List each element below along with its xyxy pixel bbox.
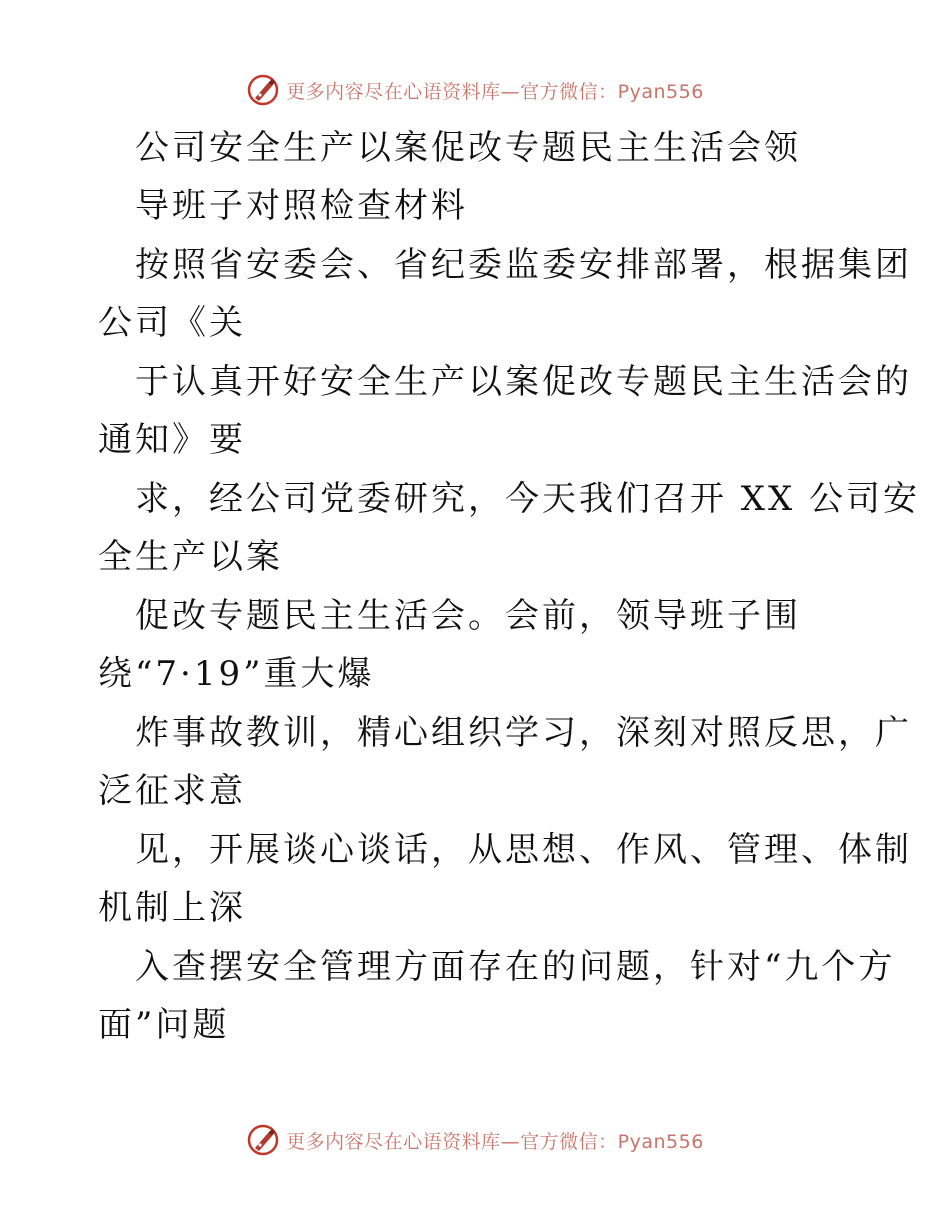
body-text-line: 面”问题 — [98, 1005, 230, 1045]
body-text-line: 泛征求意 — [98, 771, 246, 811]
header-watermark-banner — [0, 70, 950, 110]
body-text-line: 入查摆安全管理方面存在的问题，针对“九个方 — [135, 947, 896, 987]
header-watermark-text: 更多内容尽在心语资料库—官方微信：Pyan556 — [286, 80, 704, 103]
body-text-line: 通知》要 — [98, 420, 246, 460]
body-text-line: 按照省安委会、省纪委监委安排部署，根据集团 — [135, 245, 912, 285]
body-text-line: 求，经公司党委研究，今天我们召开 XX 公司安 — [135, 479, 921, 519]
footer-watermark-banner — [0, 1120, 950, 1160]
document-title-line-2: 导班子对照检查材料 — [135, 186, 468, 226]
body-text-line: 见，开展谈心谈话，从思想、作风、管理、体制 — [135, 830, 912, 870]
body-text-line: 全生产以案 — [98, 537, 283, 577]
fountain-pen-logo-icon — [246, 73, 280, 107]
body-text-line: 公司《关 — [98, 303, 246, 343]
body-text-line: 于认真开好安全生产以案促改专题民主生活会的 — [135, 362, 912, 402]
document-title-line-1: 公司安全生产以案促改专题民主生活会领 — [135, 128, 801, 168]
body-text-line: 绕“7·19”重大爆 — [98, 654, 375, 694]
body-text-line: 炸事故教训，精心组织学习，深刻对照反思，广 — [135, 713, 912, 753]
footer-watermark-text: 更多内容尽在心语资料库—官方微信：Pyan556 — [286, 1130, 704, 1153]
fountain-pen-logo-icon — [246, 1123, 280, 1157]
body-text-line: 促改专题民主生活会。会前，领导班子围 — [135, 596, 801, 636]
body-text-line: 机制上深 — [98, 888, 246, 928]
